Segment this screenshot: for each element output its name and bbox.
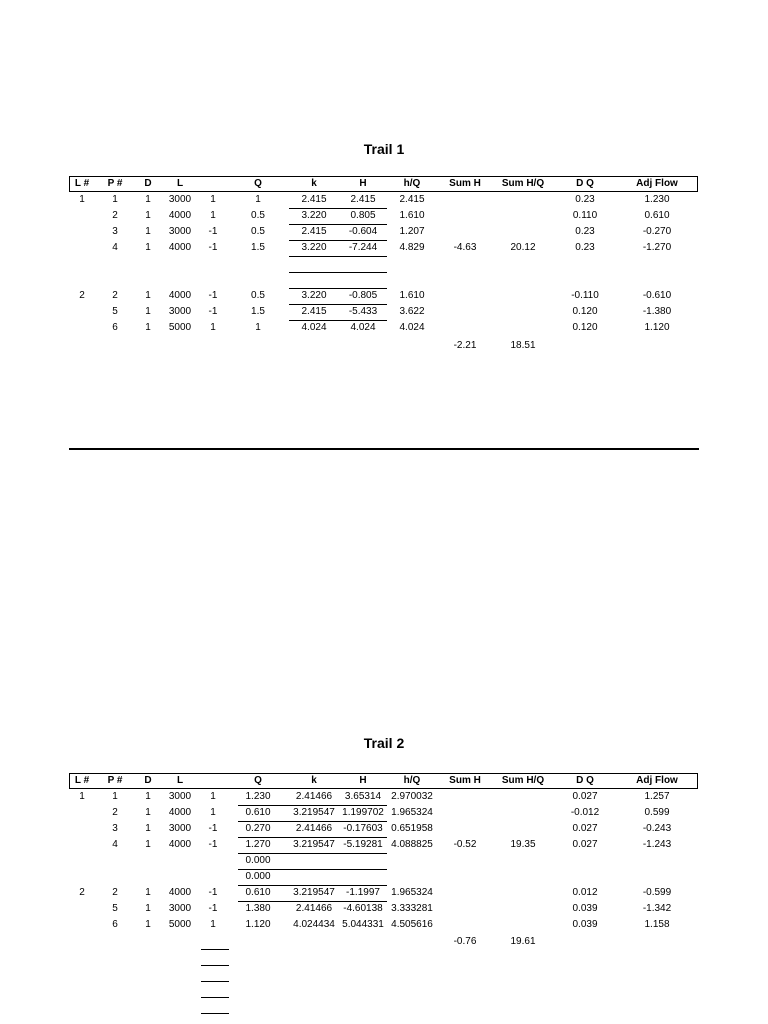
header-adj-flow: Adj Flow xyxy=(636,775,678,786)
cell-dq: 0.110 xyxy=(572,210,598,221)
cell-h: 4.024 xyxy=(350,322,376,333)
cell-d: 1 xyxy=(145,306,151,317)
cell-hq: 4.829 xyxy=(399,242,425,253)
cell-q: 0.5 xyxy=(251,226,265,237)
header-loop: L # xyxy=(74,178,90,189)
cell-adj-flow: -1.380 xyxy=(642,306,672,317)
cell-k: 2.415 xyxy=(301,306,327,317)
cell-pipe: 6 xyxy=(112,919,118,930)
cell-hq: 1.965324 xyxy=(391,807,433,818)
cell-sum-hq: 20.12 xyxy=(510,242,536,253)
cell-loop: 1 xyxy=(79,791,85,802)
underline xyxy=(238,901,387,902)
header-loop: L # xyxy=(74,775,90,786)
cell-sign: 1 xyxy=(210,210,216,221)
cell-dq: 0.027 xyxy=(572,839,598,850)
header-adj-flow: Adj Flow xyxy=(636,178,678,189)
cell-adj-flow: 1.120 xyxy=(644,322,670,333)
cell-loop: 2 xyxy=(79,290,85,301)
cell-h: -5.19281 xyxy=(343,839,383,850)
cell-d: 1 xyxy=(145,290,151,301)
cell-l: 3000 xyxy=(168,823,192,834)
header-q: Q xyxy=(254,178,262,189)
trial-2-header-box xyxy=(69,773,698,789)
cell-pipe: 2 xyxy=(112,210,118,221)
header-h: H xyxy=(359,178,367,189)
cell-q: 1.230 xyxy=(245,791,271,802)
section-divider xyxy=(69,448,699,450)
cell-adj-flow: -0.610 xyxy=(642,290,672,301)
cell-k: 3.219547 xyxy=(293,807,335,818)
cell-d: 1 xyxy=(145,242,151,253)
trial-1-title: Trail 1 xyxy=(363,141,405,157)
cell-q: 1.5 xyxy=(251,242,265,253)
cell-d: 1 xyxy=(145,887,151,898)
cell-l: 3000 xyxy=(168,306,192,317)
cell-adj-flow: -0.270 xyxy=(642,226,672,237)
cell-pipe: 6 xyxy=(112,322,118,333)
header-sum-h: Sum H xyxy=(449,775,481,786)
underline xyxy=(289,240,387,241)
underline xyxy=(201,997,229,998)
cell-d: 1 xyxy=(145,823,151,834)
cell-q: 0.270 xyxy=(245,823,271,834)
header-pipe: P # xyxy=(107,178,123,189)
total-sum-hq: 18.51 xyxy=(510,340,536,351)
cell-dq: -0.012 xyxy=(570,807,600,818)
underline xyxy=(201,1013,229,1014)
header-dq: D Q xyxy=(576,178,594,189)
cell-h: -4.60138 xyxy=(343,903,383,914)
cell-k: 3.220 xyxy=(301,242,327,253)
cell-sign: 1 xyxy=(210,194,216,205)
cell-hq: 4.505616 xyxy=(391,919,433,930)
cell-hq: 4.024 xyxy=(399,322,425,333)
cell-dq: 0.23 xyxy=(575,194,595,205)
cell-adj-flow: -1.270 xyxy=(642,242,672,253)
cell-adj-flow: 0.599 xyxy=(644,807,670,818)
cell-l: 5000 xyxy=(168,322,192,333)
cell-hq: 3.622 xyxy=(399,306,425,317)
cell-l: 3000 xyxy=(168,903,192,914)
trial-2-title: Trail 2 xyxy=(363,735,405,751)
total-sum-h: -0.76 xyxy=(453,936,477,947)
cell-dq: 0.039 xyxy=(572,903,598,914)
cell-h: 2.415 xyxy=(350,194,376,205)
cell-dq: 0.012 xyxy=(572,887,598,898)
cell-k: 4.024 xyxy=(301,322,327,333)
total-sum-h: -2.21 xyxy=(453,340,477,351)
underline xyxy=(201,981,229,982)
cell-sign: -1 xyxy=(208,887,218,898)
cell-h: -5.433 xyxy=(348,306,378,317)
cell-d: 1 xyxy=(145,210,151,221)
cell-k: 3.219547 xyxy=(293,887,335,898)
cell-sign: -1 xyxy=(208,823,218,834)
trial-1-header-box xyxy=(69,176,698,192)
cell-pipe: 4 xyxy=(112,242,118,253)
cell-pipe: 2 xyxy=(112,807,118,818)
cell-adj-flow: -0.599 xyxy=(642,887,672,898)
cell-l: 4000 xyxy=(168,839,192,850)
cell-sign: 1 xyxy=(210,322,216,333)
cell-dq: 0.120 xyxy=(572,306,598,317)
cell-q: 1.120 xyxy=(245,919,271,930)
cell-h: 0.805 xyxy=(350,210,376,221)
cell-sign: 1 xyxy=(210,919,216,930)
cell-sign: -1 xyxy=(208,839,218,850)
cell-l: 3000 xyxy=(168,791,192,802)
underline xyxy=(238,869,387,870)
underline xyxy=(289,288,387,289)
underline xyxy=(289,208,387,209)
cell-q: 0.000 xyxy=(245,871,271,882)
cell-d: 1 xyxy=(145,194,151,205)
cell-h: -0.604 xyxy=(348,226,378,237)
cell-dq: 0.23 xyxy=(575,226,595,237)
underline xyxy=(201,965,229,966)
cell-q: 0.000 xyxy=(245,855,271,866)
cell-sign: -1 xyxy=(208,290,218,301)
cell-k: 2.41466 xyxy=(295,791,333,802)
cell-hq: 2.970032 xyxy=(391,791,433,802)
cell-dq: 0.027 xyxy=(572,791,598,802)
header-hq: h/Q xyxy=(403,775,421,786)
cell-d: 1 xyxy=(145,919,151,930)
cell-pipe: 5 xyxy=(112,306,118,317)
cell-q: 0.5 xyxy=(251,290,265,301)
cell-d: 1 xyxy=(145,839,151,850)
underline xyxy=(289,304,387,305)
cell-dq: 0.027 xyxy=(572,823,598,834)
cell-d: 1 xyxy=(145,226,151,237)
cell-pipe: 3 xyxy=(112,226,118,237)
cell-h: -0.805 xyxy=(348,290,378,301)
cell-q: 1.380 xyxy=(245,903,271,914)
header-d: D xyxy=(144,775,152,786)
cell-hq: 1.965324 xyxy=(391,887,433,898)
cell-sign: -1 xyxy=(208,903,218,914)
cell-adj-flow: -1.342 xyxy=(642,903,672,914)
cell-h: -1.1997 xyxy=(346,887,380,898)
cell-l: 3000 xyxy=(168,194,192,205)
cell-k: 4.024434 xyxy=(293,919,335,930)
header-hq: h/Q xyxy=(403,178,421,189)
header-pipe: P # xyxy=(107,775,123,786)
cell-d: 1 xyxy=(145,791,151,802)
cell-adj-flow: 1.158 xyxy=(644,919,670,930)
cell-l: 5000 xyxy=(168,919,192,930)
cell-adj-flow: -1.243 xyxy=(642,839,672,850)
cell-hq: 0.651958 xyxy=(391,823,433,834)
cell-k: 2.41466 xyxy=(295,903,333,914)
cell-hq: 1.610 xyxy=(399,210,425,221)
cell-hq: 2.415 xyxy=(399,194,425,205)
cell-k: 3.219547 xyxy=(293,839,335,850)
cell-hq: 3.333281 xyxy=(391,903,433,914)
cell-q: 0.610 xyxy=(245,807,271,818)
cell-adj-flow: 1.230 xyxy=(644,194,670,205)
cell-sum-h: -0.52 xyxy=(453,839,477,850)
cell-sign: -1 xyxy=(208,242,218,253)
cell-q: 1.270 xyxy=(245,839,271,850)
cell-d: 1 xyxy=(145,807,151,818)
header-l: L xyxy=(176,775,184,786)
cell-q: 1.5 xyxy=(251,306,265,317)
cell-k: 2.41466 xyxy=(295,823,333,834)
cell-dq: 0.23 xyxy=(575,242,595,253)
cell-sign: 1 xyxy=(210,791,216,802)
cell-hq: 1.610 xyxy=(399,290,425,301)
underline xyxy=(238,837,387,838)
underline xyxy=(289,272,387,273)
cell-h: 5.044331 xyxy=(342,919,384,930)
underline xyxy=(289,256,387,257)
cell-pipe: 3 xyxy=(112,823,118,834)
cell-l: 4000 xyxy=(168,290,192,301)
cell-pipe: 1 xyxy=(112,194,118,205)
cell-d: 1 xyxy=(145,322,151,333)
cell-pipe: 1 xyxy=(112,791,118,802)
cell-pipe: 4 xyxy=(112,839,118,850)
cell-sign: -1 xyxy=(208,306,218,317)
header-sum-hq: Sum H/Q xyxy=(501,178,545,189)
header-h: H xyxy=(359,775,367,786)
header-sum-hq: Sum H/Q xyxy=(501,775,545,786)
header-l: L xyxy=(176,178,184,189)
header-k: k xyxy=(311,178,317,189)
total-sum-hq: 19.61 xyxy=(510,936,536,947)
header-dq: D Q xyxy=(576,775,594,786)
cell-l: 4000 xyxy=(168,887,192,898)
cell-hq: 1.207 xyxy=(399,226,425,237)
cell-k: 3.220 xyxy=(301,210,327,221)
header-q: Q xyxy=(254,775,262,786)
cell-pipe: 5 xyxy=(112,903,118,914)
cell-sign: -1 xyxy=(208,226,218,237)
cell-l: 4000 xyxy=(168,242,192,253)
cell-l: 4000 xyxy=(168,210,192,221)
underline xyxy=(289,224,387,225)
cell-l: 3000 xyxy=(168,226,192,237)
cell-adj-flow: 1.257 xyxy=(644,791,670,802)
cell-adj-flow: 0.610 xyxy=(644,210,670,221)
cell-sum-h: -4.63 xyxy=(453,242,477,253)
cell-q: 1 xyxy=(255,194,261,205)
cell-dq: 0.039 xyxy=(572,919,598,930)
cell-sum-hq: 19.35 xyxy=(510,839,536,850)
cell-h: -7.244 xyxy=(348,242,378,253)
cell-pipe: 2 xyxy=(112,290,118,301)
header-d: D xyxy=(144,178,152,189)
cell-h: 3.65314 xyxy=(344,791,382,802)
cell-hq: 4.088825 xyxy=(391,839,433,850)
header-sum-h: Sum H xyxy=(449,178,481,189)
cell-loop: 2 xyxy=(79,887,85,898)
cell-dq: 0.120 xyxy=(572,322,598,333)
cell-h: -0.17603 xyxy=(343,823,383,834)
underline xyxy=(201,949,229,950)
header-k: k xyxy=(311,775,317,786)
cell-pipe: 2 xyxy=(112,887,118,898)
cell-l: 4000 xyxy=(168,807,192,818)
cell-q: 0.5 xyxy=(251,210,265,221)
cell-loop: 1 xyxy=(79,194,85,205)
underline xyxy=(238,853,387,854)
cell-h: 1.199702 xyxy=(342,807,384,818)
cell-k: 2.415 xyxy=(301,194,327,205)
cell-d: 1 xyxy=(145,903,151,914)
underline xyxy=(238,885,387,886)
underline xyxy=(238,805,387,806)
cell-k: 2.415 xyxy=(301,226,327,237)
underline xyxy=(289,320,387,321)
cell-k: 3.220 xyxy=(301,290,327,301)
cell-q: 1 xyxy=(255,322,261,333)
cell-adj-flow: -0.243 xyxy=(642,823,672,834)
underline xyxy=(238,821,387,822)
cell-dq: -0.110 xyxy=(571,290,599,301)
cell-q: 0.610 xyxy=(245,887,271,898)
cell-sign: 1 xyxy=(210,807,216,818)
